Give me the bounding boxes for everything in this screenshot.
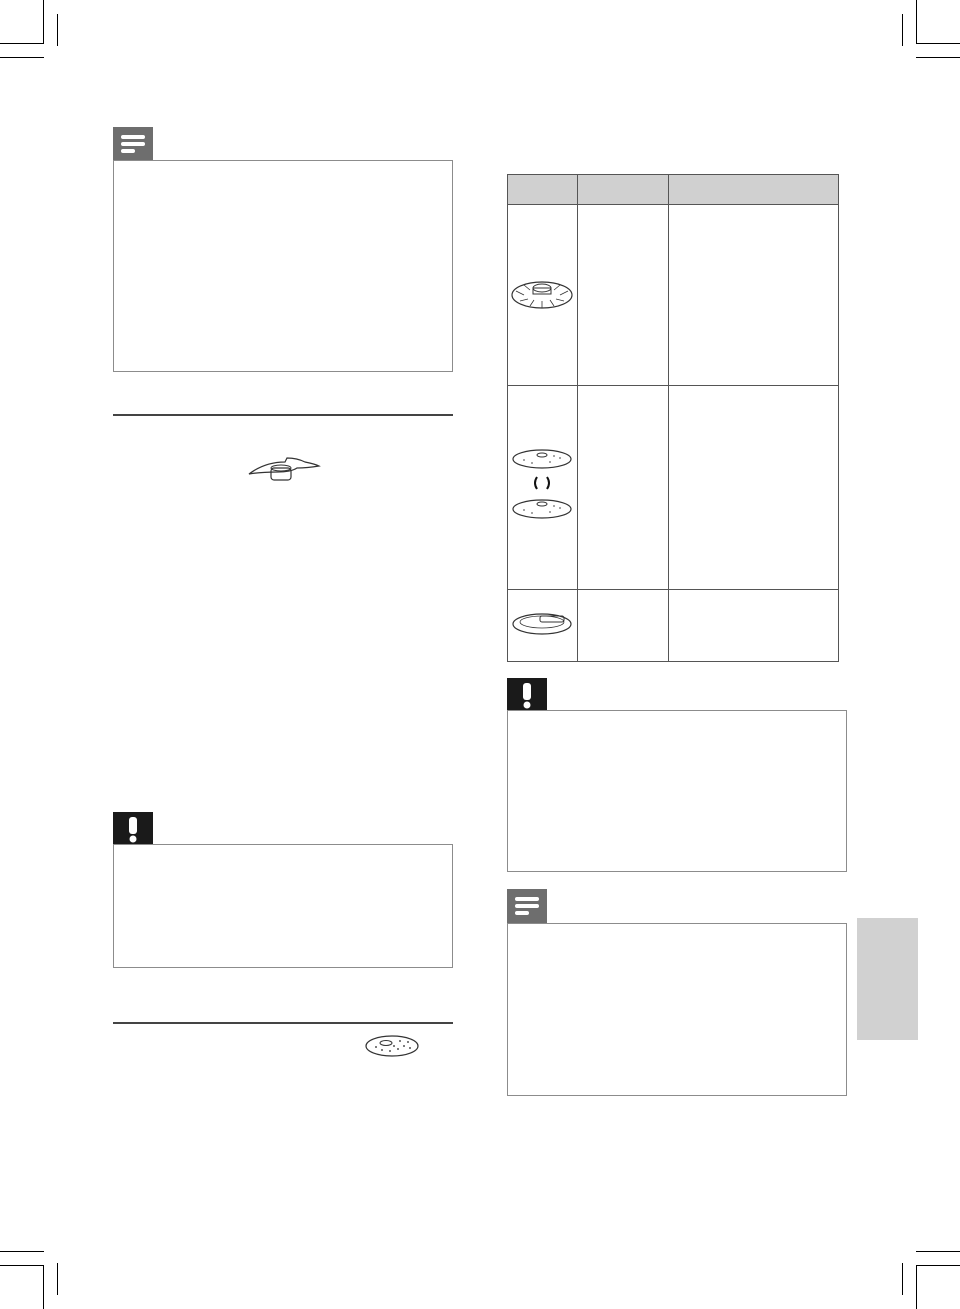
crop-mark	[0, 1265, 44, 1266]
table-header	[577, 175, 668, 205]
table-row	[508, 590, 839, 662]
warning-tab	[507, 678, 547, 711]
reversible-disc-icon	[510, 447, 574, 523]
table-cell	[577, 386, 668, 590]
exclamation-icon	[507, 678, 547, 711]
warning-box	[507, 710, 847, 872]
table-cell	[668, 590, 838, 662]
crop-mark	[0, 43, 44, 44]
crop-mark	[57, 14, 58, 46]
table-cell	[668, 386, 838, 590]
coarse-disc-icon	[364, 1032, 420, 1058]
table-cell	[508, 386, 578, 590]
kneading-disc-icon	[510, 608, 574, 638]
crop-mark	[916, 57, 960, 58]
crop-mark	[916, 0, 917, 44]
table-cell	[508, 590, 578, 662]
table-cell	[508, 205, 578, 386]
exclamation-icon	[113, 812, 153, 845]
note-box	[507, 923, 847, 1096]
chopping-blade-icon	[247, 452, 321, 484]
crop-mark	[916, 1265, 960, 1266]
crop-mark	[0, 1251, 44, 1252]
crop-mark	[916, 1265, 917, 1309]
crop-mark	[57, 1263, 58, 1295]
table-header	[508, 175, 578, 205]
warning-box	[113, 844, 453, 968]
crop-mark	[43, 1265, 44, 1309]
crop-mark	[916, 43, 960, 44]
warning-tab	[113, 812, 153, 845]
table-cell	[668, 205, 838, 386]
table-header	[668, 175, 838, 205]
crop-mark	[0, 57, 44, 58]
language-side-tab	[857, 918, 918, 1040]
note-tab	[507, 889, 547, 924]
table-row	[508, 205, 839, 386]
table-cell	[577, 590, 668, 662]
crop-mark	[916, 1251, 960, 1252]
note-box	[113, 160, 453, 372]
section-divider	[113, 414, 453, 416]
crop-mark	[902, 14, 903, 46]
accessory-table	[507, 174, 839, 662]
rotate-arrows-icon	[535, 477, 549, 489]
note-tab	[113, 127, 153, 161]
slicing-disc-icon	[510, 273, 574, 313]
table-row	[508, 386, 839, 590]
table-cell	[577, 205, 668, 386]
crop-mark	[902, 1263, 903, 1295]
section-divider	[113, 1022, 453, 1024]
crop-mark	[43, 0, 44, 44]
